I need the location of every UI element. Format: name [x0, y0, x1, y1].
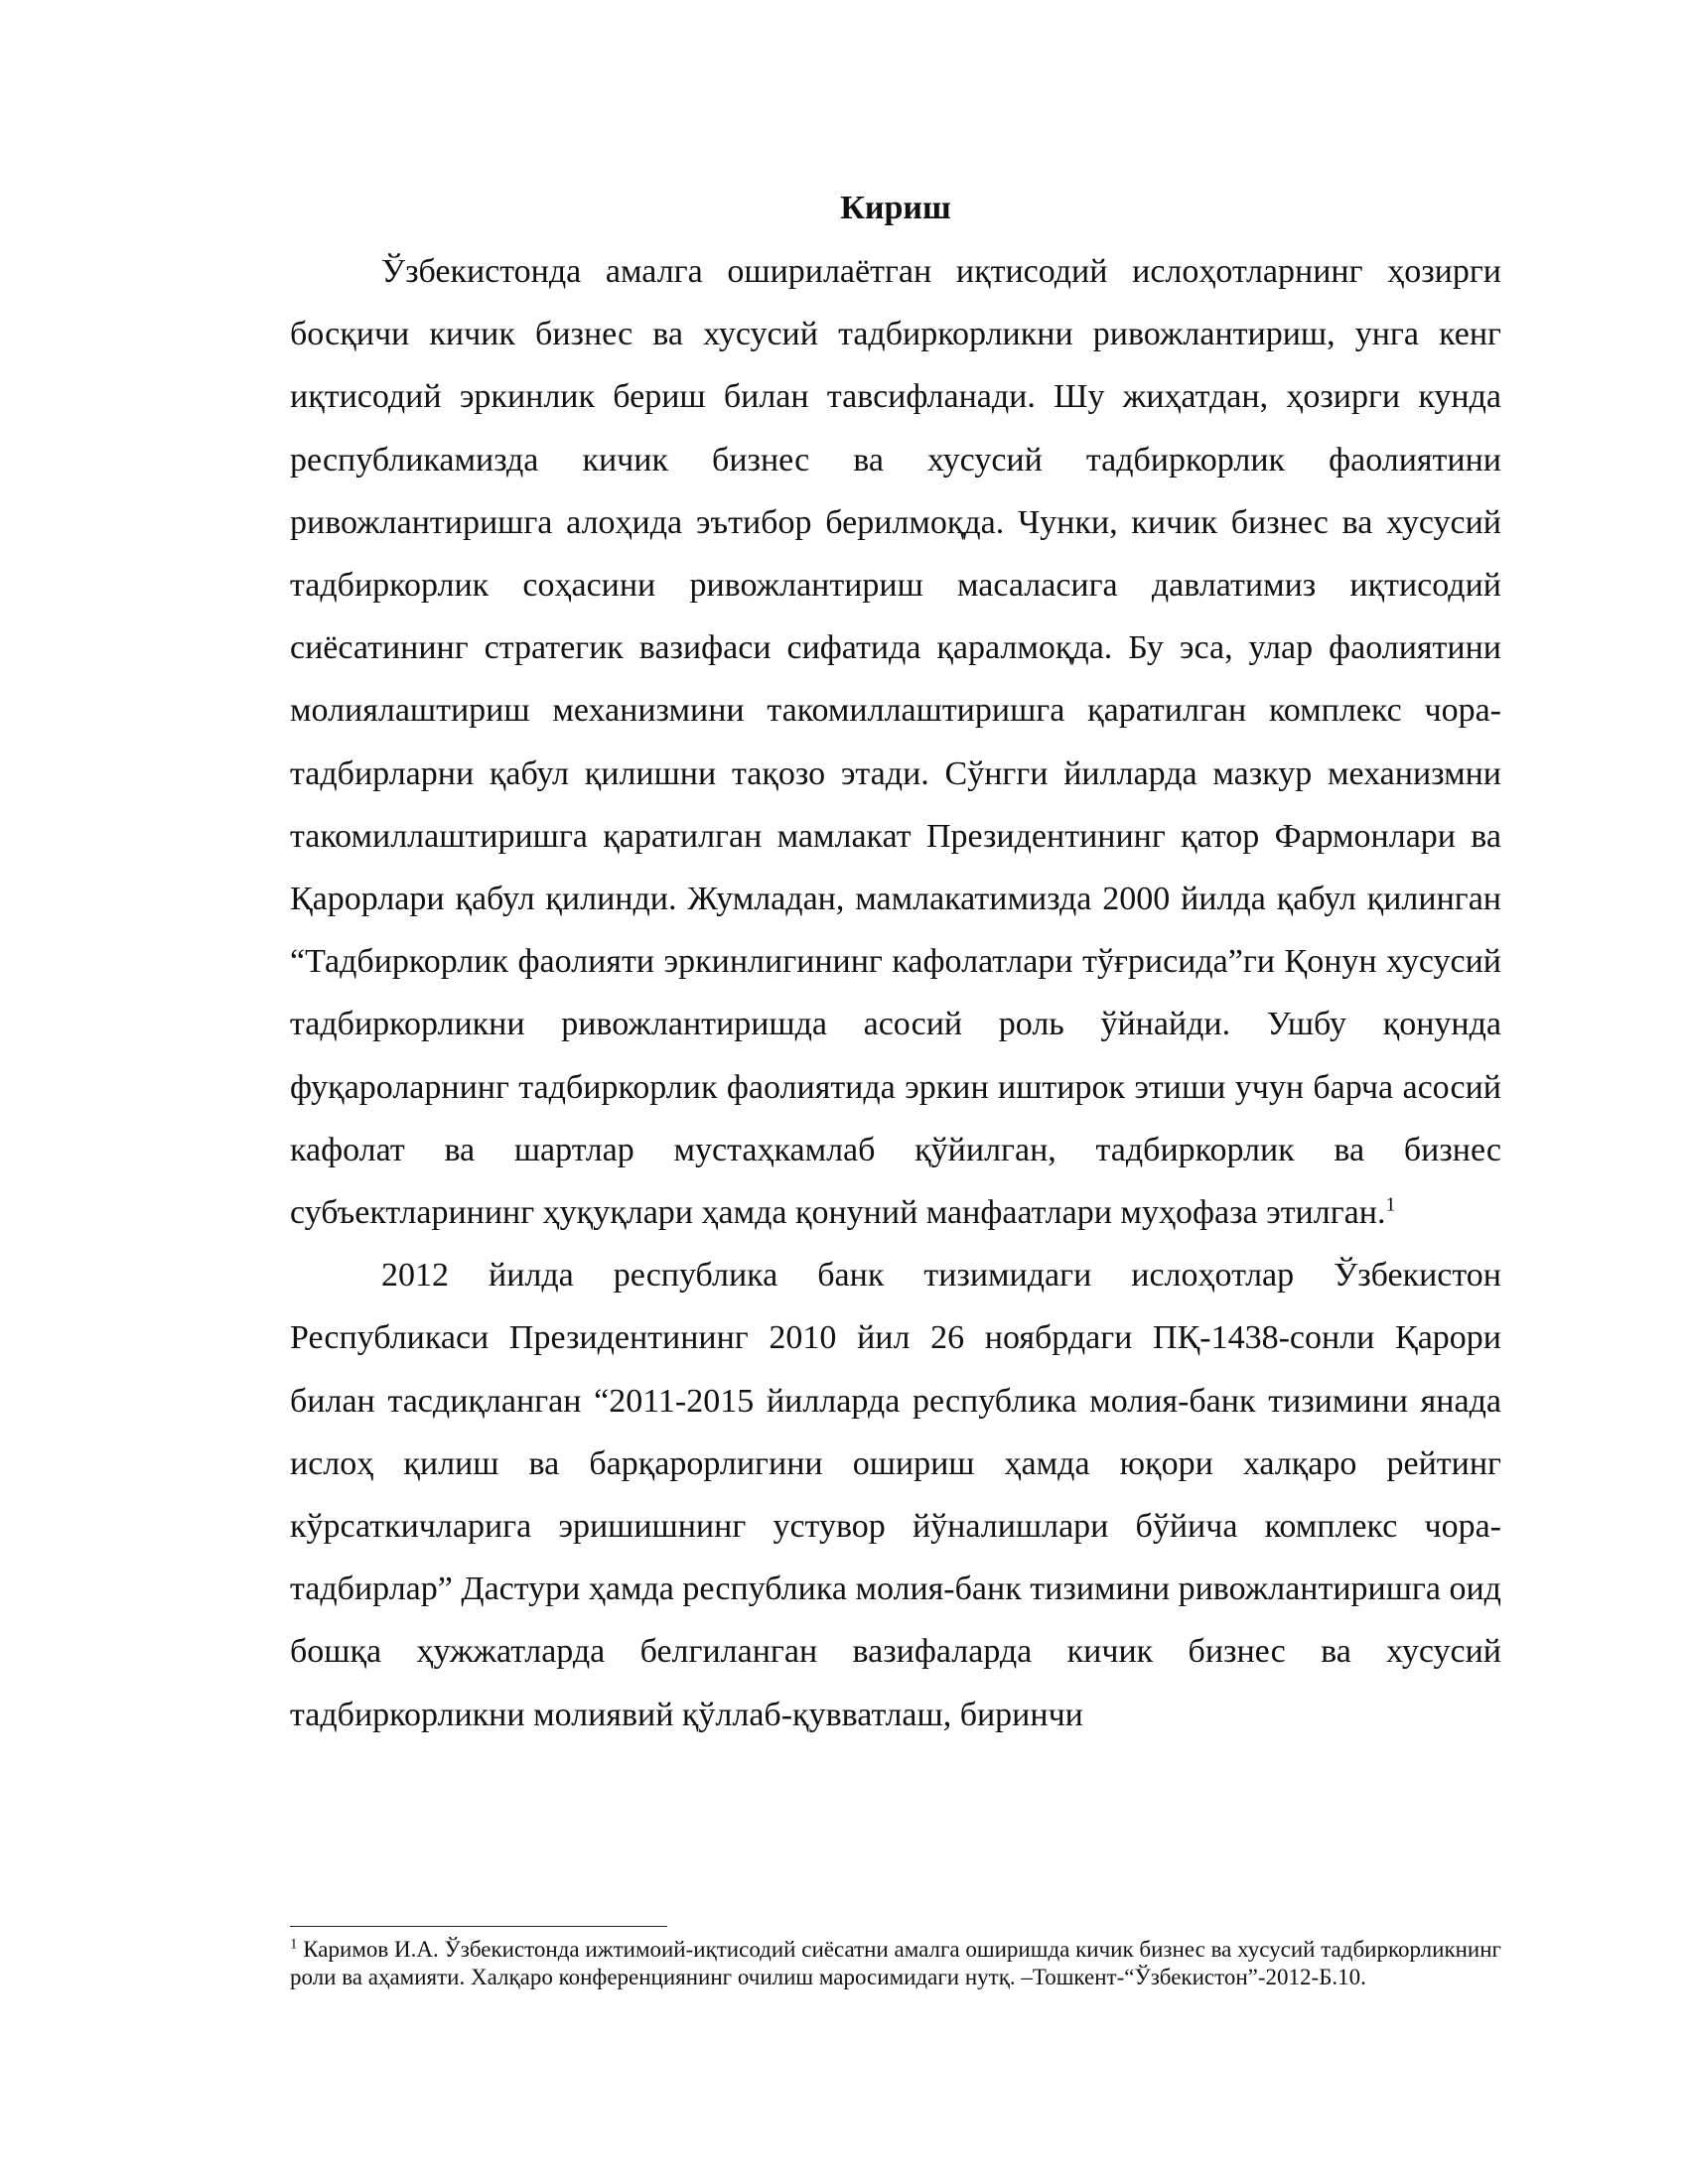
- footnote-reference: 1: [1385, 1193, 1396, 1216]
- footnote-number: 1: [290, 1936, 298, 1953]
- footnote-text: Каримов И.А. Ўзбекистонда ижтимоий-иқтисодий сиёсатни амалга оширишда кичик бизнес ва хусусий тадбиркорликнинг роли ва аҳамияти. Халқаро конференциянинг очилиш маросимидаги нутқ. –Тошкент-“Ўзбекистон”-2012-Б.10.: [290, 1937, 1501, 1989]
- footnote: [290, 1936, 1501, 1991]
- paragraph-1: [290, 240, 1501, 1244]
- footnote-separator: [290, 1926, 667, 1927]
- paragraph-2: 2012 йилда республика банк тизимидаги ислоҳотлар Ўзбекистон Республикаси Президентининг 2010 йил 26 ноябрдаги ПҚ-1438-сонли Қарори билан тасдиқланган “2011-2015 йилларда республика молия-банк тизимини янада ислоҳ қилиш ва барқарорлигини ошириш ҳамда юқори халқаро рейтинг кўрсаткичларига эришишнинг устувор йўналишлари бўйича комплекс чора-тадбирлар” Дастури ҳамда республика молия-банк тизимини ривожлантиришга оид бошқа ҳужжатларда белгиланган вазифаларда кичик бизнес ва хусусий тадбиркорликни молиявий қўллаб-қувватлаш, биринчи: [290, 1257, 1501, 1733]
- page-title: Кириш: [840, 190, 951, 226]
- paragraph-1-text: Ўзбекистонда амалга оширилаётган иқтисодий ислоҳотларнинг ҳозирги босқичи кичик бизнес ва хусусий тадбиркорликни ривожлантириш, унга кенг иқтисодий эркинлик бериш билан тавсифланади. Шу жиҳатдан, ҳозирги кунда республикамизда кичик бизнес ва хусусий тадбиркорлик фаолиятини ривожлантиришга алоҳида эътибор берилмоқда. Чунки, кичик бизнес ва хусусий тадбиркорлик соҳасини ривожлантириш масаласига давлатимиз иқтисодий сиёсатининг стратегик вазифаси сифатида қаралмоқда. Бу эса, улар фаолиятини молиялаштириш механизмини такомиллаштиришга қаратилган комплекс чора-тадбирларни қабул қилишни тақозо этади. Сўнгги йилларда мазкур механизмни такомиллаштиришга қаратилган мамлакат Президентининг қатор Фармонлари ва Қарорлари қабул қилинди. Жумладан, мамлакатимизда 2000 йилда қабул қилинган “Тадбиркорлик фаолияти эркинлигининг кафолатлари тўғрисида”ги Қонун хусусий тадбиркорликни ривожлантиришда асосий роль ўйнайди. Ушбу қонунда фуқароларнинг тадбиркорлик фаолиятида эркин иштирок этиши учун барча асосий кафолат ва шартлар мустаҳкамлаб қўйилган, тадбиркорлик ва бизнес субъектларининг ҳуқуқлари ҳамда қонуний манфаатлари муҳофаза этилган.: [290, 253, 1501, 1232]
- page-body: [290, 185, 1501, 1746]
